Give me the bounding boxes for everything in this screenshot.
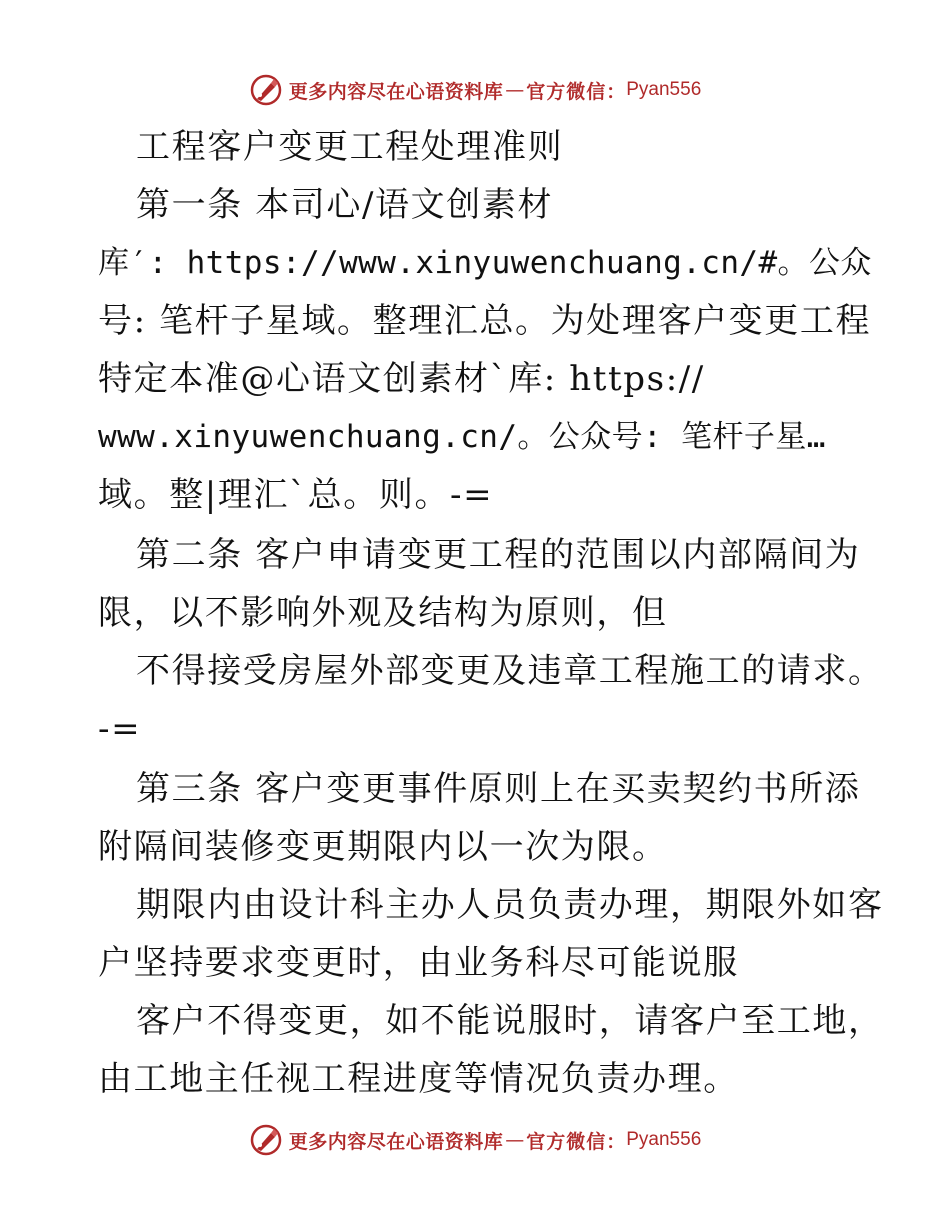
- banner-dash: —: [505, 1129, 525, 1151]
- text-line: 附隔间装修变更期限内以一次为限。: [98, 827, 668, 867]
- text-line: 客户不得变更，如不能说服时，请客户至工地，: [136, 1001, 884, 1041]
- pen-logo-icon: [249, 1123, 283, 1157]
- text-line: 户坚持要求变更时，由业务科尽可能说服: [98, 943, 739, 983]
- text-line: 域。整|理汇`总。则。-=: [98, 475, 494, 515]
- banner-wechat-id: Pyan556: [626, 1129, 702, 1150]
- banner-brand-text: 更多内容尽在心语资料库: [288, 80, 504, 103]
- text-line: www.xinyuwenchuang.cn/。公众号: 笔杆子星…: [98, 419, 826, 455]
- text-line: 特定本准@心语文创素材`库: https://: [98, 359, 705, 399]
- banner-dash: —: [505, 79, 525, 101]
- footer-banner: [0, 1120, 950, 1160]
- banner-wechat-label: 官方微信：: [526, 80, 627, 103]
- text-line: 限，以不影响外观及结构为原则，但: [98, 593, 668, 633]
- banner-wechat-label: 官方微信：: [526, 1130, 627, 1153]
- document-body: [98, 118, 884, 1108]
- text-line: 不得接受房屋外部变更及违章工程施工的请求。: [136, 651, 884, 691]
- document-title: 工程客户变更工程处理准则: [136, 127, 564, 167]
- banner-wechat-id: Pyan556: [626, 79, 702, 100]
- pen-logo-icon: [249, 73, 283, 107]
- text-line: 由工地主任视工程进度等情况负责办理。: [98, 1059, 739, 1099]
- text-line: -=: [98, 709, 142, 749]
- banner-brand-text: 更多内容尽在心语资料库: [288, 1130, 504, 1153]
- text-line: 库′: https://www.xinyuwenchuang.cn/#。公众: [98, 245, 872, 281]
- header-banner: [0, 70, 950, 110]
- text-line: 期限内由设计科主办人员负责办理，期限外如客: [136, 885, 884, 925]
- text-line: 第一条 本司心/语文创素材: [136, 185, 554, 225]
- text-line: 第二条 客户申请变更工程的范围以内部隔间为: [136, 535, 861, 575]
- text-line: 第三条 客户变更事件原则上在买卖契约书所添: [136, 769, 861, 809]
- text-line: 号: 笔杆子星域。整理汇总。为处理客户变更工程: [98, 301, 872, 341]
